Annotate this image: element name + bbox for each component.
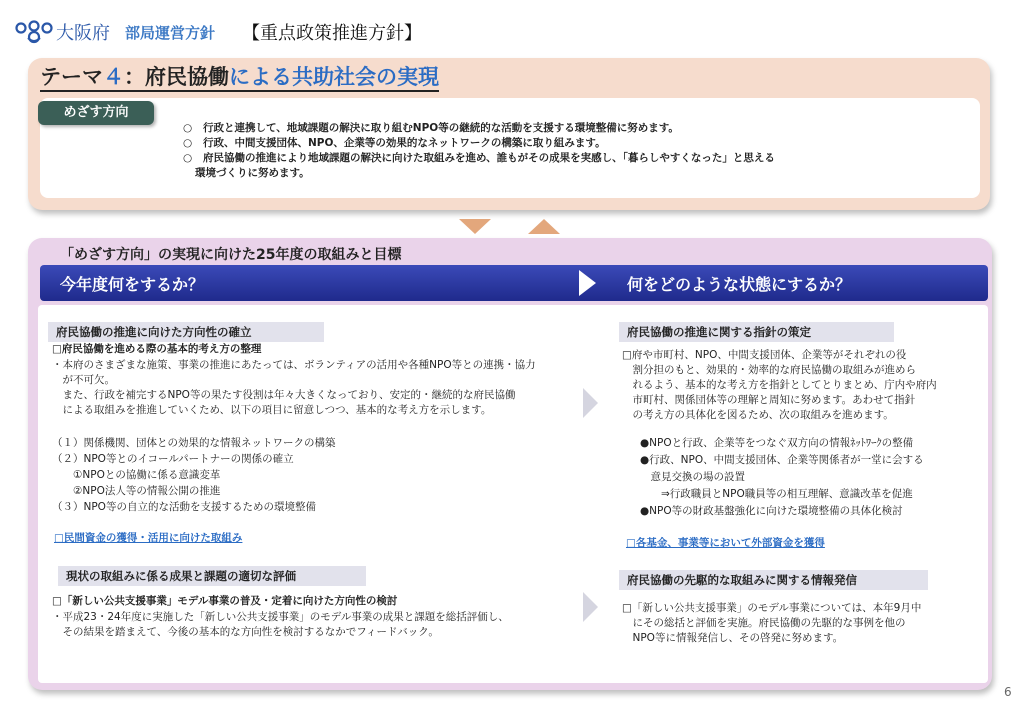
right-text-line: の考え方の具体化を図るため、次の取組みを進めます。 [622,409,894,421]
banner-left-label: 今年度何をするか？ [60,275,205,294]
right-text-line: □「新しい公共支援事業」のモデル事業については、本年9月中 [622,602,922,614]
right-section-heading: 府民協働の推進に関する指針の策定 [619,322,894,342]
circle-bullet: ○ [183,152,193,164]
left-section-heading: 現状の取組みに係る成果と課題の適切な評価 [58,566,366,586]
right-text-line: 市町村、関係団体等の理解と周知に努めます。あわせて指針 [622,394,916,406]
goal-badge: めざす方向 [38,101,154,125]
theme-prefix: テーマ [40,65,103,89]
right-section-heading: 府民協働の先駆的な取組みに関する情報発信 [619,570,928,590]
left-subheading: □「新しい公共支援事業」モデル事業の普及・定着に向けた方向性の検討 [52,595,398,607]
right-text-line: 割分担のもと、効果的・効率的な府民協働の取組みが進めら [622,364,916,376]
left-subheading: □府民協働を進める際の基本的考え方の整理 [52,343,262,355]
arrow-down-icon [459,219,491,234]
banner-arrow-icon [579,270,596,296]
left-text-line: ・平成23・24年度に実施した「新しい公共支援事業」のモデル事業の成果と課題を総括評価し、 [52,611,509,623]
left-list-item: （３）NPO等の自立的な活動を支援するための環境整備 [52,501,316,513]
right-bullet-item: ●行政、NPO、中間支援団体、企業等関係者が一堂に会する [640,454,924,466]
goal-item: ○ 府民協働の推進により地域課題の解決に向けた取組みを進め、誰もがその成果を実感し、「暮らしやすくなった」と思える [183,152,775,164]
right-text-line: にその総括と評価を実施。府民協働の先駆的な事例を他の [622,617,906,629]
theme-title [40,64,439,92]
right-text-line: NPO等に情報発信し、その啓発に努めます。 [622,632,844,644]
right-bullet-item: 意見交換の場の設置 [640,471,745,483]
left-list-item: （２）NPO等とのイコールパートナーの関係の確立 [52,453,294,465]
theme-name-part1: 府民協働 [145,65,229,89]
banner-right-label: 何をどのような状態にするか？ [627,275,852,294]
arrow-up-icon [528,219,560,234]
prefecture-name: 大阪府 [56,23,110,44]
right-bullet-item: ●NPOと行政、企業等をつなぐ双方向の情報ﾈｯﾄﾜｰｸの整備 [640,437,914,449]
right-bullet-item: ⇒行政職員とNPO職員等の相互理解、意識改革を促進 [640,488,913,500]
left-list-item: （１）関係機関、団体との効果的な情報ネットワークの構築 [52,437,336,449]
chevron-right-icon [583,388,598,418]
right-text-line: □府や市町村、NPO、中間支援団体、企業等がそれぞれの役 [622,349,907,361]
page-number: 6 [1004,685,1012,699]
circle-bullet: ○ [183,122,193,134]
theme-number: ４ [103,65,124,89]
goal-item: ○ 行政と連携して、地域課題の解決に取り組むNPO等の継続的な活動を支援する環境整備に努めます。 [183,122,679,134]
circle-bullet: ○ [183,137,193,149]
policy-title: 【重点政策推進方針】 [242,23,422,44]
theme-name-part2: による共助社会の実現 [229,65,439,89]
goal-item-continued: 環境づくりに努めます。 [195,167,310,179]
left-text-line: による取組みを推進していくため、以下の項目に留意しつつ、基本的な考え方を示します。 [52,404,492,416]
right-text-line: れるよう、基本的な考え方を指針としてとりまとめ、庁内や府内 [622,379,937,391]
left-text-line: また、行政を補完するNPO等の果たす役割は年々大きくなっており、安定的・継続的な府民協働 [52,389,516,401]
main-title: 「めざす方向」の実現に向けた25年度の取組みと目標 [60,247,402,263]
theme-colon: ： [124,65,145,89]
left-list-item: ①NPOとの協働に係る意識変革 [52,469,221,481]
left-text-line: その結果を踏まえて、今後の基本的な方向性を検討するなかでフィードバック。 [52,626,439,638]
right-bullet-item: ●NPO等の財政基盤強化に向けた環境整備の具体化検討 [640,505,903,517]
left-link-private-funds[interactable]: □民間資金の獲得・活用に向けた取組み [54,532,243,544]
goal-item: ○ 行政、中間支援団体、NPO、企業等の効果的なネットワークの構築に取り組みます。 [183,137,606,149]
left-list-item: ②NPO法人等の情報公開の推進 [52,485,221,497]
left-text-line: ・本府のさまざまな施策、事業の推進にあたっては、ボランティアの活用や各種NPO等との連携・協力 [52,359,536,371]
left-section-heading: 府民協働の推進に向けた方向性の確立 [48,322,324,342]
osaka-emblem-icon [14,20,54,44]
left-text-line: が不可欠。 [52,374,115,386]
department-label: 部局運営方針 [125,24,216,42]
chevron-right-icon [583,592,598,622]
right-link-external-funds[interactable]: □各基金、事業等において外部資金を獲得 [626,537,825,549]
